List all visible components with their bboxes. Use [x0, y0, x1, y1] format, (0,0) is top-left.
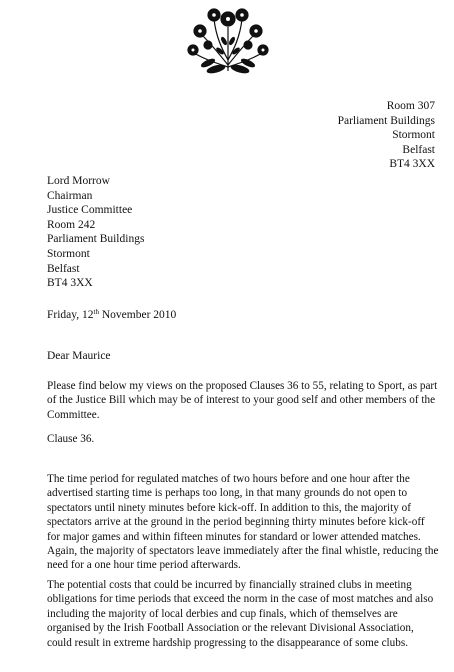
body-paragraph	[47, 472, 439, 573]
date-rest: November 2010	[98, 309, 177, 321]
recipient-address	[47, 174, 144, 291]
body-paragraph	[47, 578, 439, 650]
address-line: Parliament Buildings	[337, 114, 435, 127]
date-ordinal: th	[93, 308, 99, 316]
sender-address	[338, 99, 435, 172]
flax-crest-icon	[186, 5, 270, 77]
address-line: Belfast	[402, 143, 435, 156]
letter-date	[47, 308, 176, 322]
salutation: Dear Maurice	[47, 350, 111, 362]
address-line: Room 307	[386, 100, 435, 112]
address-line: Justice Committee	[47, 204, 133, 217]
body-paragraph-text: The potential costs that could be incurred by financially strained clubs in meeting obligations for time periods that exceed the norm in the case of most matches and also including the majority of local derbies and cup finals, which of themselves are organised by the Irish Football Association or the relevant Divisional Association, could result in extreme hardship progressing to the disappearance of some clubs.	[47, 579, 434, 649]
address-line: Chairman	[47, 189, 93, 202]
date-prefix: Friday, 12	[47, 309, 94, 321]
address-line: Belfast	[47, 262, 80, 275]
address-line: Stormont	[47, 247, 90, 260]
clause-heading	[47, 432, 439, 446]
address-line: Room 242	[47, 218, 96, 231]
address-line: BT4 3XX	[389, 158, 435, 171]
intro-text: Please find below my views on the proposed Clauses 36 to 55, relating to Sport, as part of the Justice Bill which may be of interest to your good self and other members of the Committee.	[47, 380, 438, 421]
address-line: Lord Morrow	[47, 175, 110, 187]
address-line: BT4 3XX	[47, 277, 93, 290]
clause-heading-text: Clause 36.	[47, 433, 95, 445]
body-paragraph-text: The time period for regulated matches of two hours before and one hour after the advertised starting time is perhaps too long, in that many grounds do not open to spectators until ninety minutes before kick-off. In addition to this, the majority of spectators arrive at the ground in the period beginning thirty minutes before kick-off for major games and within fifteen minutes for standard or lower attended matches. Again, the majority of spectators leave immediately after the final whistle, reducing the need for a one hour time period afterwards.	[47, 473, 439, 572]
intro-paragraph	[47, 379, 439, 422]
address-line: Parliament Buildings	[47, 233, 145, 246]
address-line: Stormont	[392, 129, 435, 142]
